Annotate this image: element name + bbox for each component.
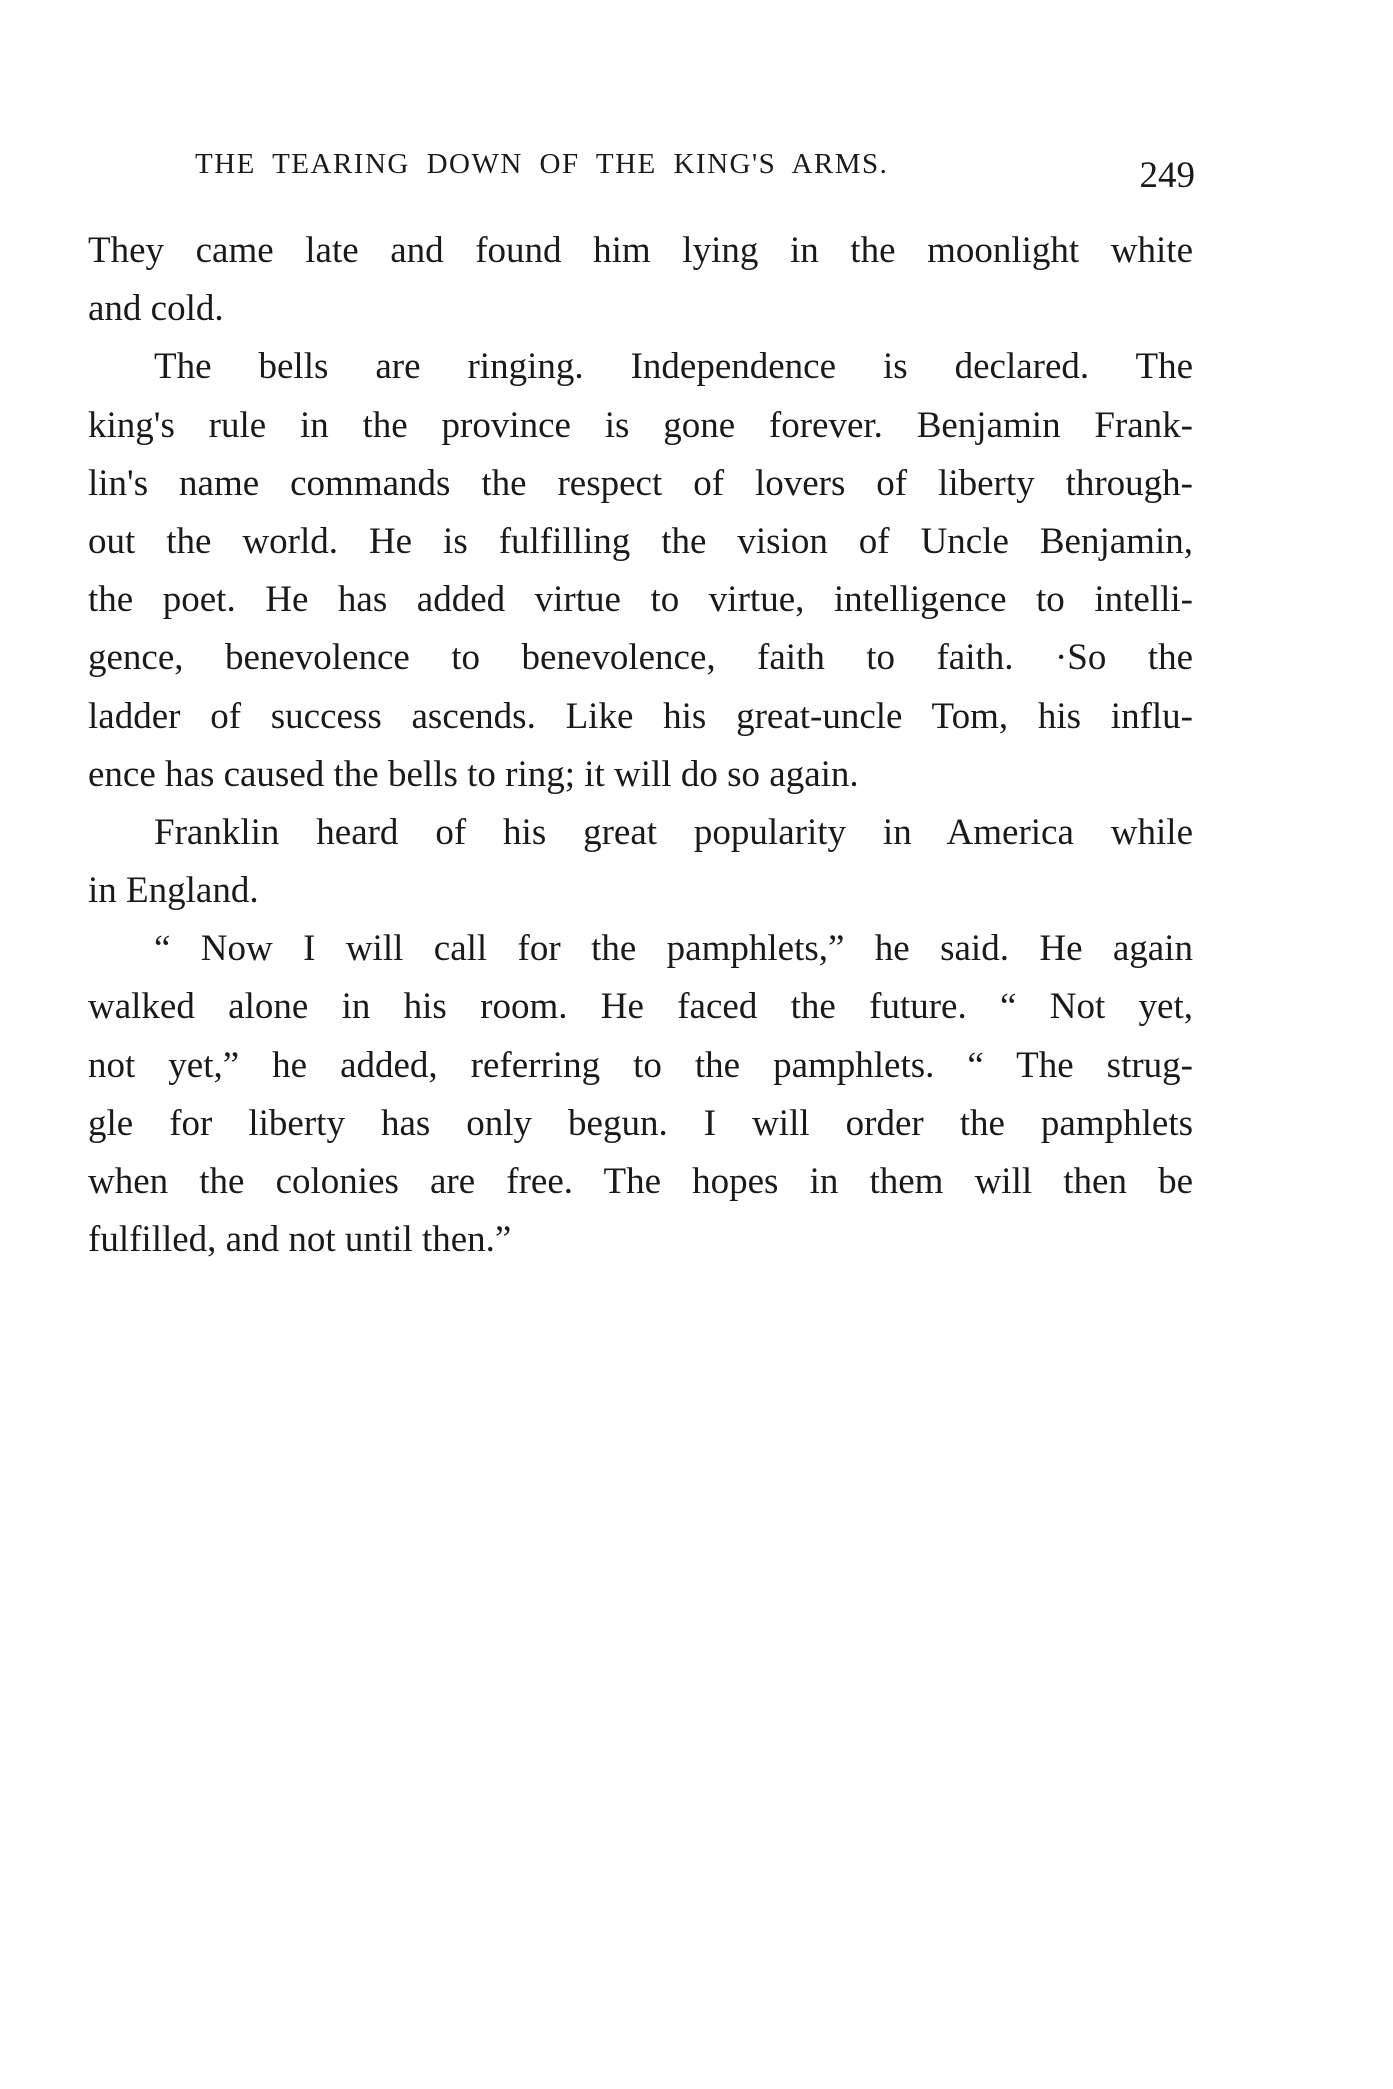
text-line: lin's name commands the respect of lovers of liberty through- xyxy=(88,462,1193,504)
running-head xyxy=(195,148,1195,196)
text-line: “ Now I will call for the pamphlets,” he said. He again xyxy=(154,928,1193,970)
text-line: gle for liberty has only begun. I will order the pamphlets xyxy=(88,1102,1193,1144)
page-number: 249 xyxy=(1139,155,1195,196)
text-line: and cold. xyxy=(88,288,224,330)
text-line: king's rule in the province is gone forever. Benjamin Frank- xyxy=(88,404,1193,446)
text-line: the poet. He has added virtue to virtue, intelligence to intelli- xyxy=(88,579,1193,621)
text-line: not yet,” he added, referring to the pamphlets. “ The strug- xyxy=(88,1044,1193,1086)
text-line: walked alone in his room. He faced the future. “ Not yet, xyxy=(88,986,1193,1028)
text-line: gence, benevolence to benevolence, faith to faith. ·So the xyxy=(88,637,1193,679)
text-line: ladder of success ascends. Like his great-uncle Tom, his influ- xyxy=(88,695,1193,737)
text-line: out the world. He is fulfilling the vision of Uncle Benjamin, xyxy=(88,520,1193,562)
text-line: They came late and found him lying in the moonlight white xyxy=(88,230,1193,271)
body-text xyxy=(88,222,1193,1269)
running-title: THE TEARING DOWN OF THE KING'S ARMS. xyxy=(195,148,889,180)
text-line: ence has caused the bells to ring; it will do so again. xyxy=(88,753,859,795)
text-line: when the colonies are free. The hopes in them will then be xyxy=(88,1161,1193,1202)
text-line: The bells are ringing. Independence is declared. The xyxy=(154,346,1193,388)
text-line: fulfilled, and not until then.” xyxy=(88,1219,512,1261)
text-line: Franklin heard of his great popularity in America while xyxy=(154,811,1193,853)
text-line: in England. xyxy=(88,870,259,912)
